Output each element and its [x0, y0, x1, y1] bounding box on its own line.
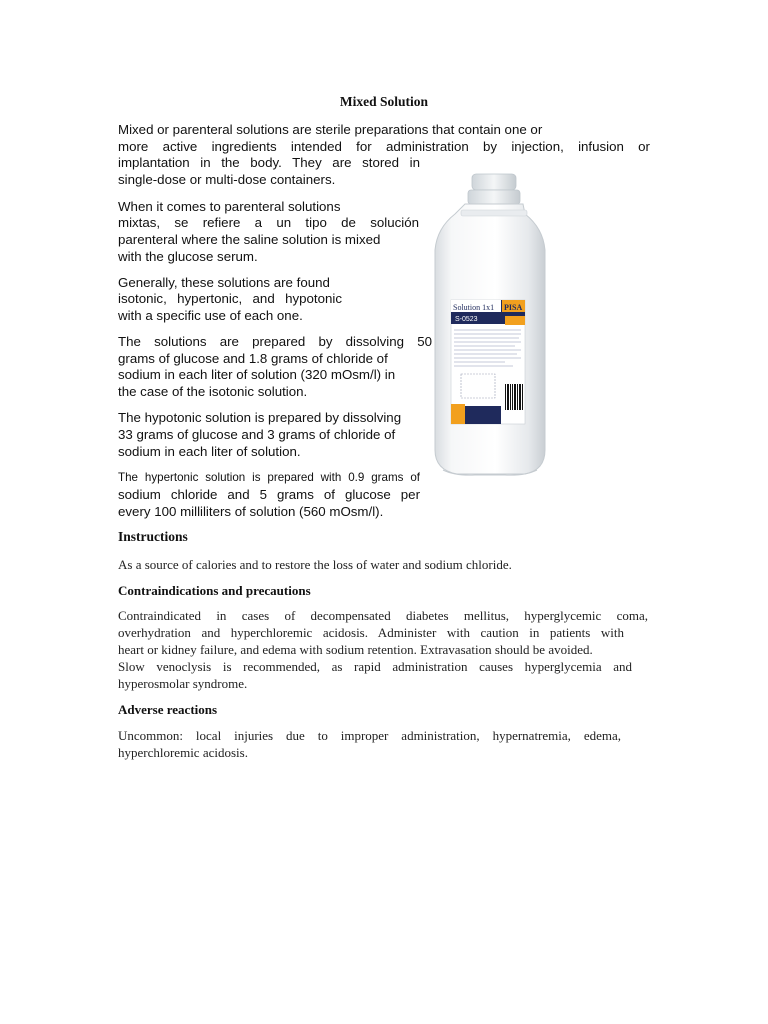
contra-line-2: overhydration and hyperchloremic acidosis. Administer with caution in patients with	[118, 625, 624, 640]
page-title: Mixed Solution	[339, 94, 429, 109]
contra-line-3: heart or kidney failure, and edema with sodium retention. Extravasation should be avoided.	[118, 642, 593, 657]
p6-line-1: The hypertonic solution is prepared with 0.9 grams of	[118, 471, 420, 484]
iv-bottle-image	[425, 170, 555, 480]
p5-line-2: 33 grams of glucose and 3 grams of chloride of	[118, 427, 396, 442]
p6-line-3: every 100 milliliters of solution (560 mOsm/l).	[118, 504, 384, 519]
p2-line-2: mixtas, se refiere a un tipo de solución	[118, 215, 419, 230]
p4-line-2: grams of glucose and 1.8 grams of chloride of	[118, 351, 388, 366]
p4-line-3: sodium in each liter of solution (320 mOsm/l) in	[118, 367, 396, 382]
adverse-heading: Adverse reactions	[118, 702, 218, 717]
p6-line-2: sodium chloride and 5 grams of glucose per	[118, 487, 420, 502]
p3-line-2: isotonic, hypertonic, and hypotonic	[118, 291, 342, 306]
p5-line-3: sodium in each liter of solution.	[118, 444, 301, 459]
intro-line-1: Mixed or parenteral solutions are sterile preparations that contain one or	[118, 122, 543, 137]
instructions-text: As a source of calories and to restore the loss of water and sodium chloride.	[118, 557, 512, 572]
p2-line-1: When it comes to parenteral solutions	[118, 199, 341, 214]
intro-line-4: single-dose or multi-dose containers.	[118, 172, 336, 187]
instructions-heading: Instructions	[118, 529, 188, 544]
adverse-line-1: Uncommon: local injuries due to improper administration, hypernatremia, edema,	[118, 728, 621, 743]
label-code: S-0523	[455, 316, 478, 323]
p3-line-3: with a specific use of each one.	[118, 308, 303, 323]
p2-line-3: parenteral where the saline solution is mixed	[118, 232, 381, 247]
adverse-line-2: hyperchloremic acidosis.	[118, 745, 248, 760]
iv-bottle-illustration	[425, 170, 555, 480]
p3-line-1: Generally, these solutions are found	[118, 275, 330, 290]
label-title: Solution 1x1	[453, 303, 495, 312]
intro-line-3: implantation in the body. They are stored in	[118, 155, 420, 170]
p4-line-4: the case of the isotonic solution.	[118, 384, 308, 399]
contra-line-5: hyperosmolar syndrome.	[118, 676, 248, 691]
p2-line-4: with the glucose serum.	[118, 249, 258, 264]
contra-line-4: Slow venoclysis is recommended, as rapid administration causes hyperglycemia and	[118, 659, 632, 674]
label-brand: PISA	[504, 303, 523, 312]
intro-line-2: more active ingredients intended for administration by injection, infusion or	[118, 139, 650, 154]
p5-line-1: The hypotonic solution is prepared by dissolving	[118, 410, 402, 425]
contraindications-heading: Contraindications and precautions	[118, 583, 311, 598]
p4-line-1: The solutions are prepared by dissolving 50	[118, 334, 432, 349]
contra-line-1: Contraindicated in cases of decompensated diabetes mellitus, hyperglycemic coma,	[118, 608, 648, 623]
